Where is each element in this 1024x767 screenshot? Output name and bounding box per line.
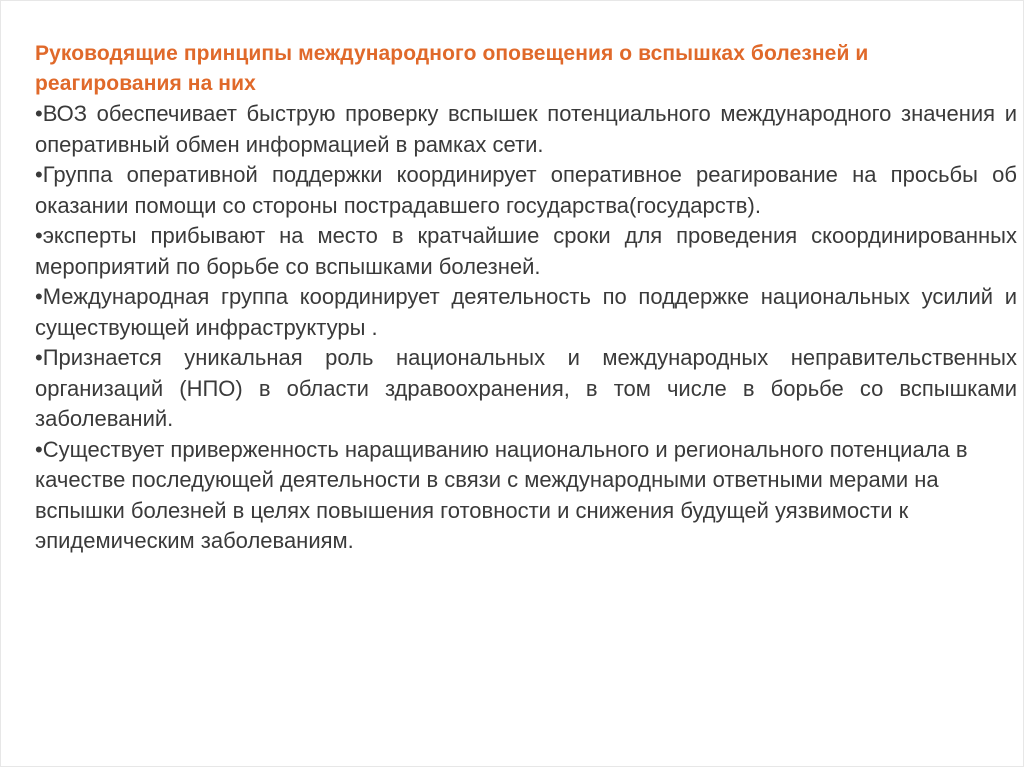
bullet-item: •ВОЗ обеспечивает быструю проверку вспышек потенциального международного значения и оперативный обмен информацией в рамках сети.: [35, 101, 1017, 157]
bullet-item: •Существует приверженность наращиванию национального и регионального потенциала в качестве последующей деятельности в связи с международными ответными мерами на вспышки болезней в целях повышения готовности и снижения будущей уязвимости к эпидемическим заболеваниям.: [35, 436, 968, 553]
bullet-item: •эксперты прибывают на место в кратчайшие сроки для проведения скоординированных мероприятий по борьбе со вспышками болезней.: [35, 223, 1017, 279]
slide-title: Руководящие принципы международного оповещения о вспышках болезней и реагирования на них: [35, 42, 869, 95]
bullet-item: •Признается уникальная роль национальных и международных неправительственных организаций (НПО) в области здравоохранения, в том числе в борьбе со вспышками заболеваний.: [35, 345, 1017, 431]
bullet-list: [35, 99, 1017, 557]
bullet-item: •Международная группа координирует деятельность по поддержке национальных усилий и существующей инфраструктуры .: [35, 284, 1017, 340]
slide-content: [35, 39, 1017, 557]
bullet-item: •Группа оперативной поддержки координирует оперативное реагирование на просьбы об оказании помощи со стороны пострадавшего государства(государств).: [35, 162, 1017, 218]
